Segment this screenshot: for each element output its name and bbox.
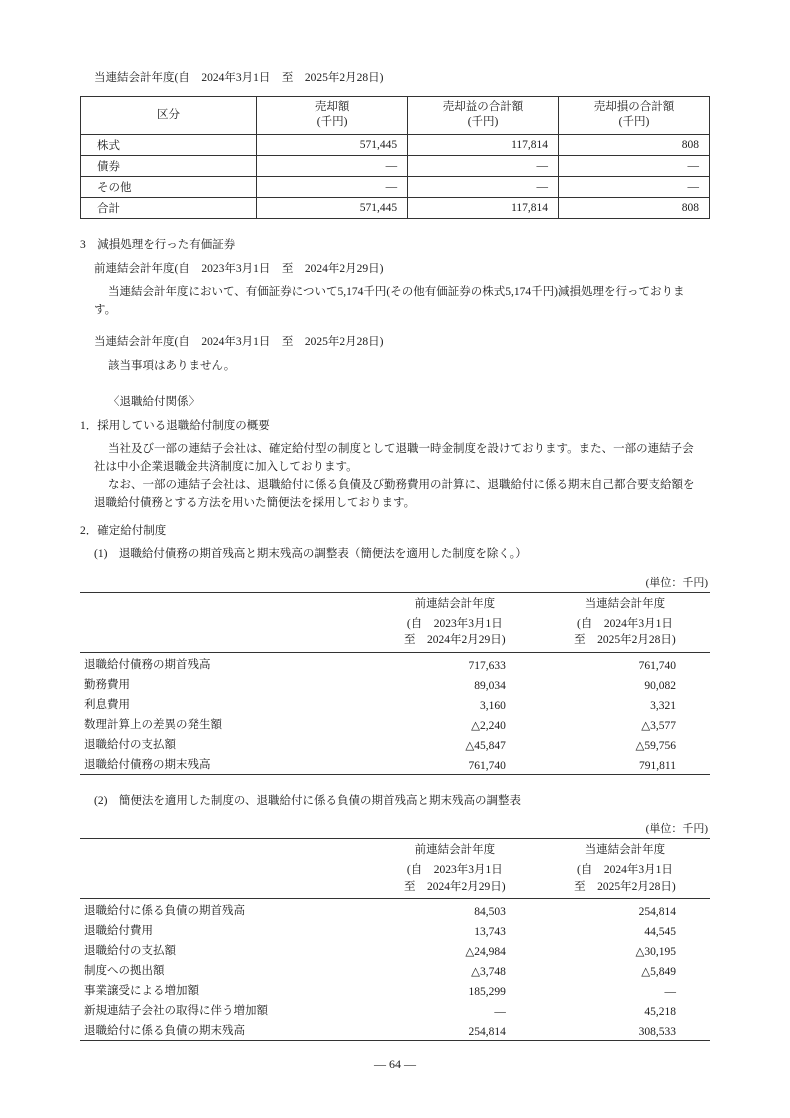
column-header-gain-total [408, 96, 559, 134]
column-header-sale-amount [257, 96, 408, 134]
cell-gain-total: 117,814 [408, 197, 559, 218]
header-line3: 至 2024年2月29日) [404, 880, 506, 893]
row-label: 退職給付費用 [84, 924, 153, 937]
cell-prev: △24,984 [465, 945, 506, 958]
cell-sale-total: 571,445 [257, 197, 408, 218]
table-row [80, 960, 710, 980]
column-header-category [81, 96, 257, 134]
cell-curr: 90,082 [644, 679, 676, 692]
column-header-line1: 売却益の合計額 [442, 100, 524, 113]
row-label: 退職給付債務の期首残高 [84, 658, 211, 671]
cell-gain: — [408, 176, 559, 197]
retirement-section-title: 〈退職給付関係〉 [108, 395, 200, 408]
cell-gain: — [408, 155, 559, 176]
cell-curr: △3,577 [641, 719, 676, 732]
retirement-item1-p2-line1: なお、一部の連結子会社は、退職給付に係る負債及び勤務費用の計算に、退職給付に係る期末自己都合要支給額を [108, 478, 695, 491]
header-line1: 前連結会計年度 [414, 844, 496, 857]
retirement-item1-heading: 1．採用している退職給付制度の概要 [80, 419, 270, 432]
header-line3: 至 2024年2月29日) [404, 634, 506, 647]
header-line3: 至 2025年2月28日) [574, 880, 676, 893]
column-header-line2: (千円) [316, 116, 348, 129]
cell-prev: △2,240 [471, 719, 506, 732]
retirement-obligation-table [80, 592, 710, 774]
impairment-heading: 3 減損処理を行った有価証券 [80, 238, 236, 251]
column-header-line2: (千円) [618, 116, 650, 129]
cell-curr: 761,740 [638, 659, 676, 672]
cell-sale: 571,445 [257, 134, 408, 155]
row-label: 退職給付の支払額 [84, 944, 176, 957]
table-row [80, 980, 710, 1000]
cell-loss: — [559, 155, 710, 176]
table-row [80, 940, 710, 960]
cell-prev: 185,299 [468, 985, 506, 998]
table-total-row [81, 197, 710, 218]
row-label: 株式 [81, 134, 257, 155]
column-header-prev-dates [370, 614, 540, 652]
retirement-item1-p1-line1: 当社及び一部の連結子会社は、確定給付型の制度として退職一時金制度を設けております。また、一部の連結子会 [108, 443, 694, 456]
header-line1: 当連結会計年度 [584, 598, 666, 611]
row-label-total: 合計 [81, 197, 257, 218]
header-line2: (自 2023年3月1日 [406, 864, 503, 877]
table-row [80, 714, 710, 734]
cell-loss: 808 [559, 134, 710, 155]
cell-prev: — [494, 1005, 506, 1018]
row-label: 利息費用 [84, 698, 130, 711]
cell-prev: 3,160 [480, 699, 506, 712]
row-label: 制度への拠出額 [84, 964, 165, 977]
retirement-table2-unit: (単位：千円) [645, 823, 708, 836]
column-header-curr-year [540, 593, 710, 615]
row-label: その他 [81, 176, 257, 197]
column-header-line2: (千円) [467, 116, 499, 129]
column-header-blank2 [80, 614, 370, 652]
retirement-table1-heading: (1) 退職給付債務の期首残高と期末残高の調整表（簡便法を適用した制度を除く。） [94, 548, 527, 561]
column-header-curr-dates [540, 614, 710, 652]
table-header-row-bottom [80, 614, 710, 652]
header-line2: (自 2024年3月1日 [577, 864, 673, 877]
table-header-row [81, 96, 710, 134]
table-row [80, 652, 710, 674]
cell-prev: △3,748 [471, 965, 506, 978]
table-row [81, 134, 710, 155]
cell-curr: △59,756 [635, 739, 676, 752]
row-label: 新規連結子会社の取得に伴う増加額 [84, 1004, 268, 1017]
cell-prev: 89,034 [474, 679, 506, 692]
row-label: 債券 [81, 155, 257, 176]
retirement-item1-p2-line2: 退職給付債務とする方法を用いた簡便法を採用しております。 [94, 496, 416, 509]
cell-sale: — [257, 176, 408, 197]
cell-prev: 254,814 [370, 1020, 540, 1041]
page-number: ― 64 ― [374, 1057, 416, 1071]
retirement-item2-heading: 2．確定給付制度 [80, 524, 167, 537]
impairment-curr-text: 該当事項はありません。 [108, 359, 236, 372]
cell-prev: 761,740 [370, 754, 540, 775]
table-row [80, 898, 710, 920]
table-row [80, 1020, 710, 1041]
table-row [80, 694, 710, 714]
header-line2: (自 2024年3月1日 [577, 618, 673, 631]
cell-sale: — [257, 155, 408, 176]
table-header-row-bottom [80, 860, 710, 898]
retirement-table1-unit: (単位：千円) [645, 577, 708, 590]
retirement-liability-table [80, 838, 710, 1040]
impairment-curr-period: 当連結会計年度(自 2024年3月1日 至 2025年2月28日) [94, 336, 384, 349]
securities-sale-table [80, 96, 710, 219]
impairment-prev-text-line2: す。 [94, 304, 117, 317]
cell-curr: 308,533 [540, 1020, 710, 1041]
securities-period-heading: 当連結会計年度(自 2024年3月1日 至 2025年2月28日) [94, 72, 384, 84]
impairment-prev-text-line1: 当連結会計年度において、有価証券について5,174千円(その他有価証券の株式5,174千円)減損処理を行っておりま [108, 286, 685, 299]
cell-prev: 84,503 [474, 905, 506, 918]
retirement-table2-heading: (2) 簡便法を適用した制度の、退職給付に係る負債の期首残高と期末残高の調整表 [94, 794, 521, 807]
table-row [81, 176, 710, 197]
cell-curr: △30,195 [635, 945, 676, 958]
header-line2: (自 2023年3月1日 [406, 618, 503, 631]
column-header-loss-total [559, 96, 710, 134]
table-row [80, 920, 710, 940]
cell-prev: 13,743 [474, 925, 506, 938]
column-header-line1: 売却額 [314, 100, 350, 113]
cell-gain: 117,814 [408, 134, 559, 155]
column-header-curr-dates [540, 860, 710, 898]
table-row [80, 674, 710, 694]
row-label: 退職給付の支払額 [84, 738, 176, 751]
table-header-row-top [80, 593, 710, 615]
column-header-line1: 区分 [157, 108, 181, 121]
cell-loss-total: 808 [559, 197, 710, 218]
table-row [80, 734, 710, 754]
cell-curr: 44,545 [644, 925, 676, 938]
row-label: 退職給付に係る負債の期首残高 [84, 904, 245, 917]
cell-curr: △5,849 [641, 965, 676, 978]
cell-curr: 3,321 [650, 699, 676, 712]
row-label: 事業譲受による増加額 [84, 984, 199, 997]
column-header-prev-year [370, 593, 540, 615]
header-line1: 前連結会計年度 [414, 598, 496, 611]
table-row [81, 155, 710, 176]
row-label: 勤務費用 [84, 678, 130, 691]
table-header-row-top [80, 839, 710, 861]
impairment-prev-period: 前連結会計年度(自 2023年3月1日 至 2024年2月29日) [94, 262, 384, 275]
table-row [80, 754, 710, 775]
table-row [80, 1000, 710, 1020]
row-label: 退職給付に係る負債の期末残高 [80, 1020, 370, 1041]
retirement-item1-p1-line2: 社は中小企業退職金共済制度に加入しております。 [94, 461, 358, 474]
cell-prev: △45,847 [465, 739, 506, 752]
column-header-blank [80, 839, 370, 861]
cell-loss: — [559, 176, 710, 197]
row-label: 数理計算上の差異の発生額 [84, 718, 222, 731]
header-line3: 至 2025年2月28日) [574, 634, 676, 647]
cell-prev: 717,633 [468, 659, 506, 672]
header-line1: 当連結会計年度 [584, 844, 666, 857]
column-header-prev-year [370, 839, 540, 861]
cell-curr: 45,218 [644, 1005, 676, 1018]
column-header-curr-year [540, 839, 710, 861]
column-header-prev-dates [370, 860, 540, 898]
cell-curr: 254,814 [638, 905, 676, 918]
cell-curr: 791,811 [540, 754, 710, 775]
cell-curr: — [664, 985, 676, 998]
column-header-blank2 [80, 860, 370, 898]
row-label: 退職給付債務の期末残高 [80, 754, 370, 775]
column-header-line1: 売却損の合計額 [593, 100, 675, 113]
column-header-blank [80, 593, 370, 615]
